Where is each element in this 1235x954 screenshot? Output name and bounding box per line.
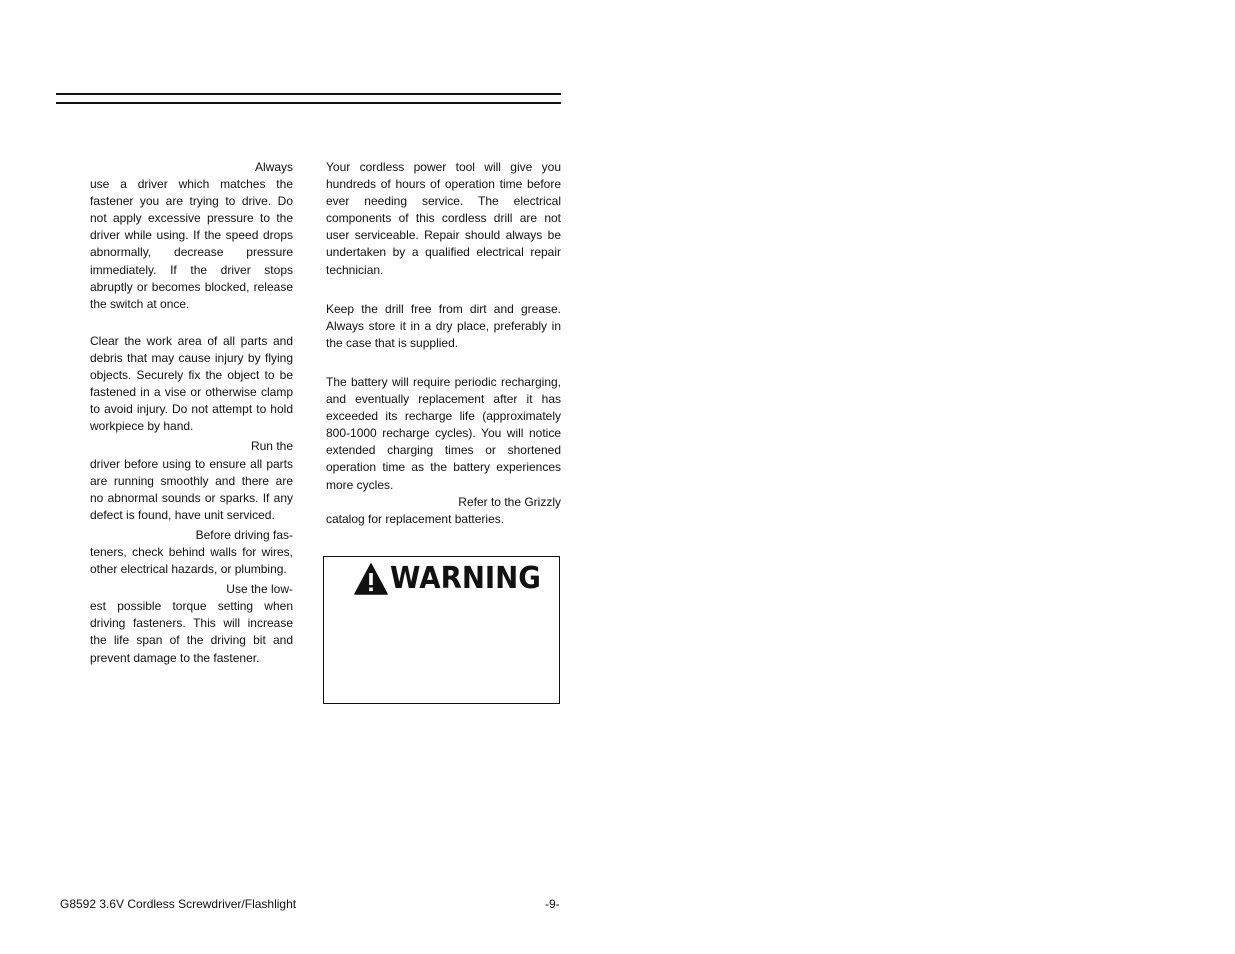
paragraph-cleaning	[326, 301, 561, 352]
paragraph-service	[326, 159, 561, 279]
warning-box	[323, 556, 560, 704]
paragraph-run-driver	[90, 438, 293, 523]
paragraph-body: Keep the drill free from dirt and grease. Always store it in a dry place, preferably in the case that is supplied.	[326, 301, 561, 350]
paragraph-body: Your cordless power tool will give you hundreds of hours of operation time before ever needing service. The electrical components of this cordless drill are not user serviceable. Repair should always be undertaken by a qualified electrical repair technician.	[326, 160, 561, 277]
paragraph-body: catalog for replacement batteries.	[326, 511, 505, 526]
paragraph-lead: Refer to the Grizzly	[458, 494, 561, 509]
warning-label: WARNING	[390, 561, 541, 596]
paragraph-battery	[326, 374, 561, 494]
header-rule-bottom	[56, 102, 561, 104]
paragraph-body: teners, check behind walls for wires, other electrical hazards, or plumbing.	[90, 544, 293, 577]
paragraph-lead: Before driving fas-	[195, 527, 293, 542]
paragraph-torque-setting	[90, 581, 293, 666]
paragraph-body: est possible torque setting when driving fasteners. This will increase the life span of the driving bit and prevent damage to the fastener.	[90, 599, 293, 665]
footer-page-number: -9-	[545, 897, 560, 911]
footer-document-title: G8592 3.6V Cordless Screwdriver/Flashlight	[60, 897, 297, 911]
warning-triangle-icon	[354, 563, 388, 595]
paragraph-replacement	[326, 494, 561, 528]
paragraph-driver-use	[90, 159, 293, 313]
paragraph-body: The battery will require periodic recharging, and eventually replacement after it has exceeded its recharge life (approximately 800-1000 recharge cycles). You will notice extended charging times or shortened operation time as the battery experiences more cycles.	[326, 374, 561, 492]
warning-banner	[354, 561, 554, 596]
paragraph-lead: Run the	[250, 439, 293, 454]
paragraph-lead: Use the low-	[226, 582, 293, 597]
header-rule-top	[56, 93, 561, 95]
paragraph-check-walls	[90, 527, 293, 578]
paragraph-lead: Always	[254, 160, 293, 174]
paragraph-body: use a driver which matches the fastener you are trying to drive. Do not apply excessive pressure to the driver while using. If the speed drops abnormally, decrease pressure immediately. If the driver stops abruptly or becomes blocked, release the switch at once.	[90, 177, 293, 311]
paragraph-work-area	[90, 333, 293, 436]
right-column	[326, 159, 561, 528]
paragraph-body: Clear the work area of all parts and debris that may cause injury by flying objects. Securely fix the object to be fastened in a vise or otherwise clamp to avoid injury. Do not attempt to hold workpiece by hand.	[90, 333, 293, 434]
paragraph-body: driver before using to ensure all parts are running smoothly and there are no abnormal sounds or sparks. If any defect is found, have unit serviced.	[90, 456, 293, 522]
left-column	[90, 159, 293, 667]
